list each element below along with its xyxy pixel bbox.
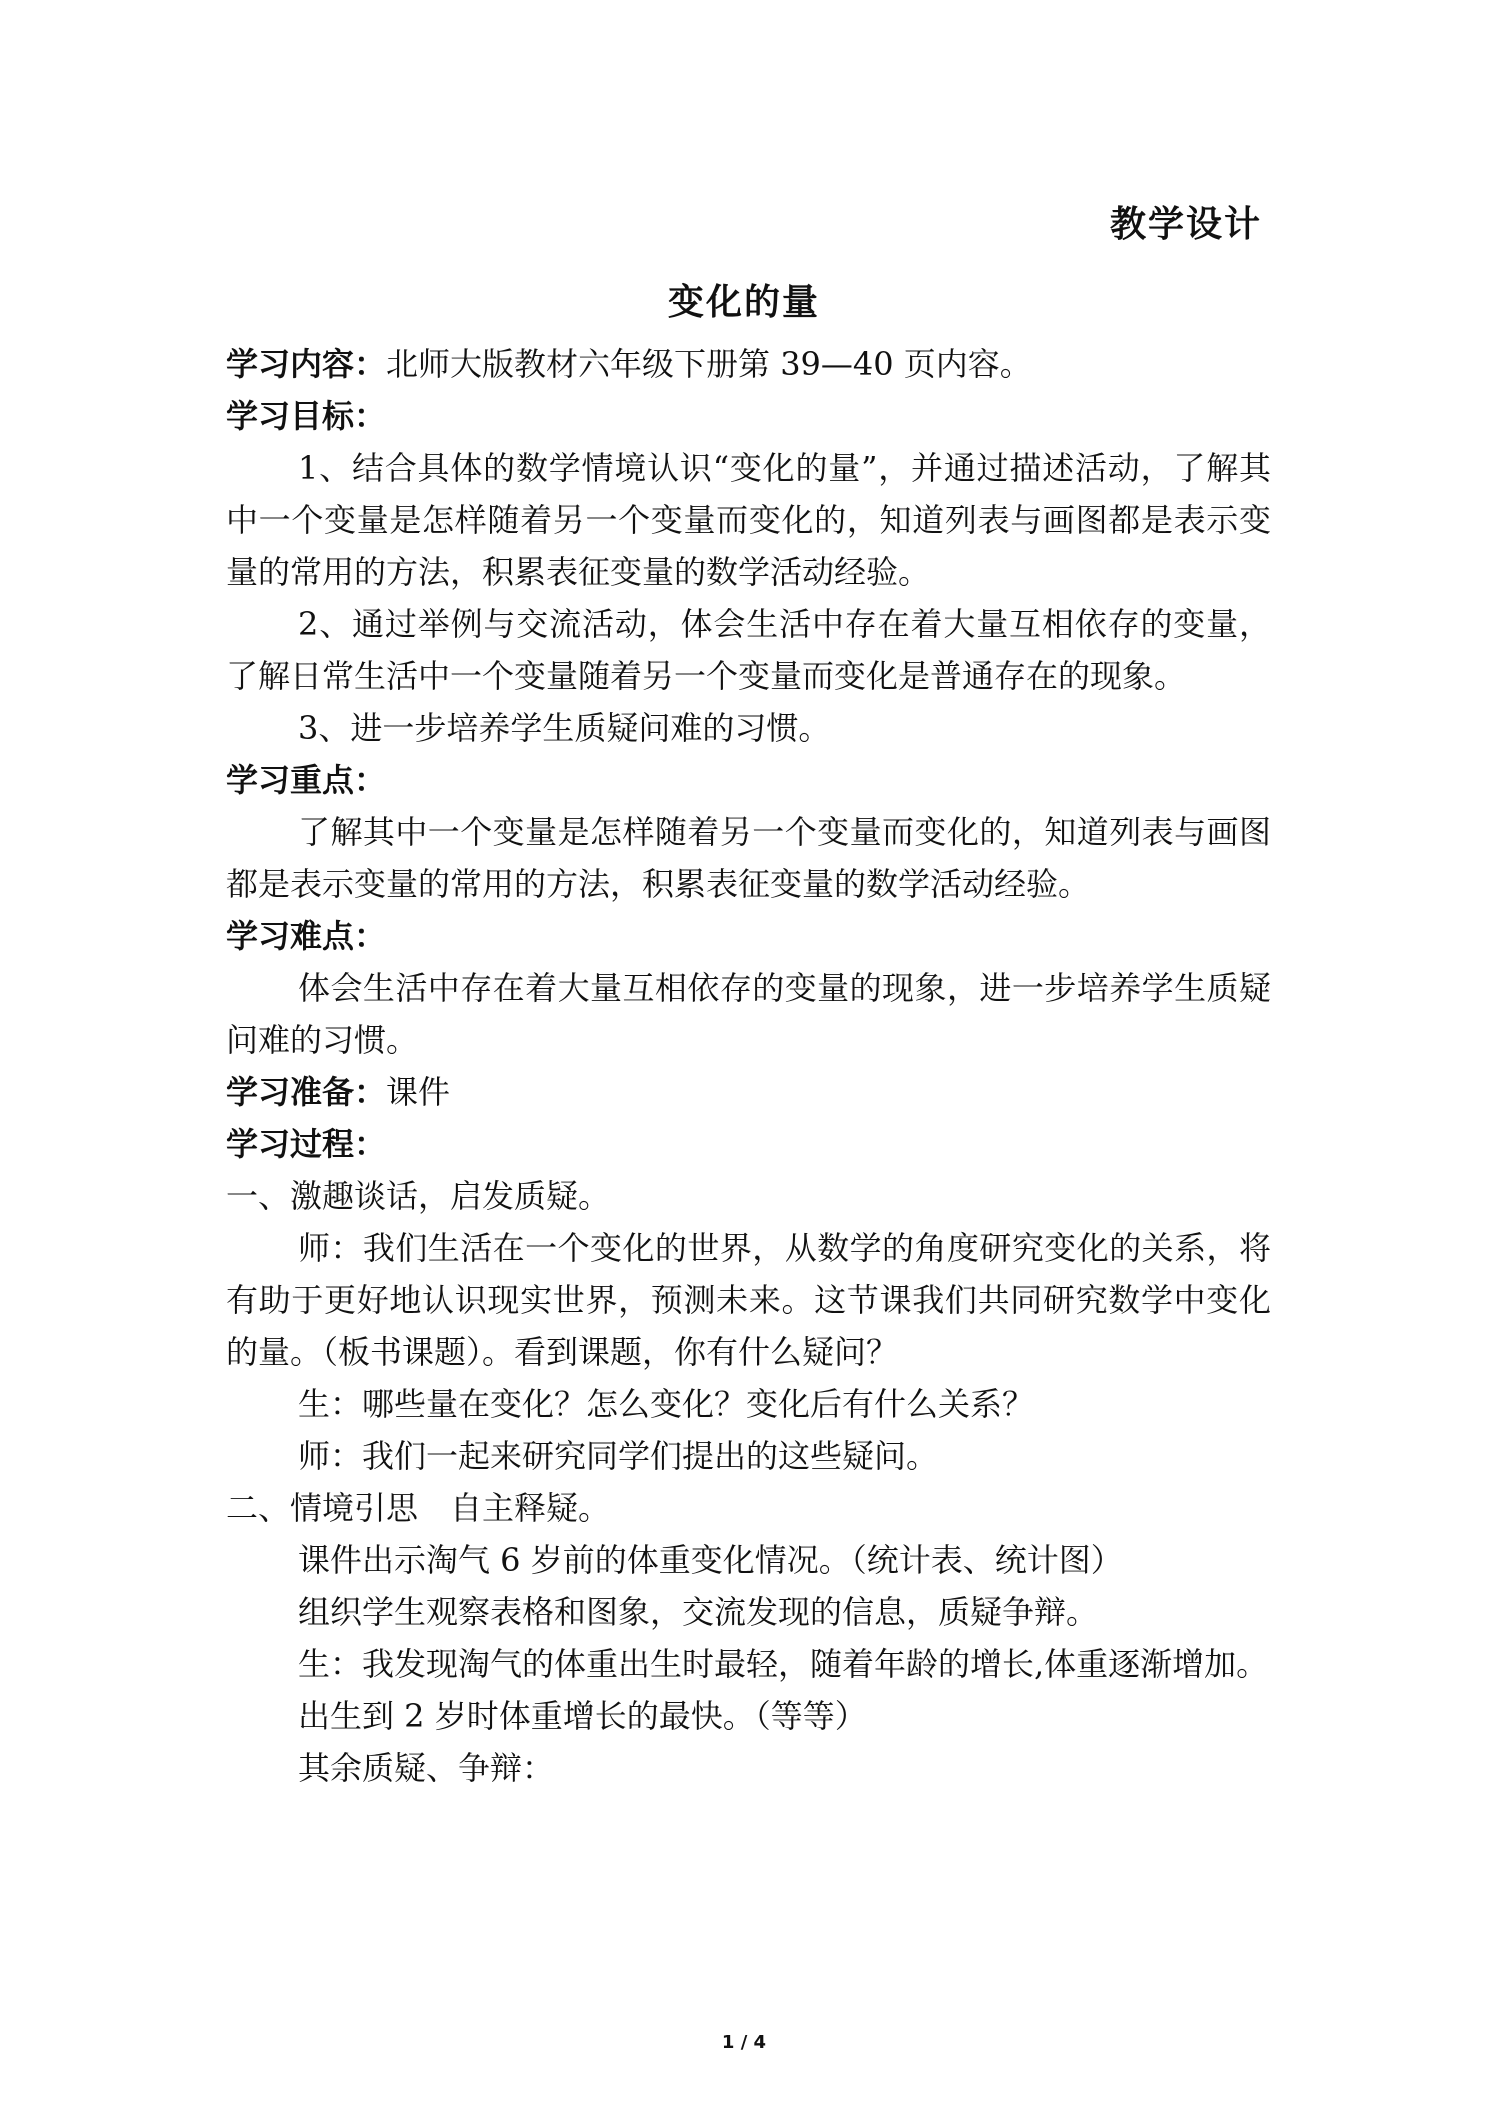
preparation-line xyxy=(226,1066,1271,1118)
objective-2: 2、通过举例与交流活动，体会生活中存在着大量互相依存的变量，了解日常生活中一个变量随着另一个变量而变化是普通存在的现象。 xyxy=(226,605,1271,695)
remaining-line: 其余质疑、争辩： xyxy=(298,1749,555,1787)
teacher-remark-2: 师：我们一起来研究同学们提出的这些疑问。 xyxy=(298,1437,939,1475)
student-remark-2: 生：我发现淘气的体重出生时最轻，随着年龄的增长,体重逐渐增加。 xyxy=(298,1645,1269,1683)
process-label: 学习过程： xyxy=(226,1125,387,1163)
page-number: 1 / 4 xyxy=(721,2032,767,2053)
objective-3: 3、进一步培养学生质疑问难的习惯。 xyxy=(298,709,831,747)
learning-content-line xyxy=(226,338,1271,390)
key-points-text: 了解其中一个变量是怎样随着另一个变量而变化的，知道列表与画图都是表示变量的常用的方法，积累表征变量的数学活动经验。 xyxy=(226,813,1271,903)
learning-content-label: 学习内容： xyxy=(226,345,387,383)
document-type-heading: 教学设计 xyxy=(1109,204,1262,245)
section-2-heading: 二、情境引思 自主释疑。 xyxy=(226,1489,611,1527)
preparation-label: 学习准备： xyxy=(226,1073,387,1111)
preparation-text: 课件 xyxy=(386,1073,451,1111)
section-1-heading: 一、激趣谈话，启发质疑。 xyxy=(226,1177,611,1215)
difficulties-text: 体会生活中存在着大量互相依存的变量的现象，进一步培养学生质疑问难的习惯。 xyxy=(226,969,1271,1059)
organize-line: 组织学生观察表格和图象，交流发现的信息，质疑争辩。 xyxy=(298,1593,1099,1631)
objectives-label: 学习目标： xyxy=(226,397,387,435)
student-remark-1: 生：哪些量在变化？怎么变化？变化后有什么关系？ xyxy=(298,1385,1035,1423)
learning-content-text: 北师大版教材六年级下册第 39—40 页内容。 xyxy=(386,345,1032,383)
student-remark-3: 出生到 2 岁时体重增长的最快。（等等） xyxy=(298,1697,867,1735)
document-body xyxy=(226,338,1271,1794)
difficulties-label: 学习难点： xyxy=(226,917,387,955)
teacher-remark-1: 师：我们生活在一个变化的世界，从数学的角度研究变化的关系，将有助于更好地认识现实世界，预测未来。这节课我们共同研究数学中变化的量。（板书课题）。看到课题，你有什么疑问？ xyxy=(226,1229,1271,1371)
key-points-label: 学习重点： xyxy=(226,761,387,799)
page-title: 变化的量 xyxy=(667,282,820,323)
courseware-line: 课件出示淘气 6 岁前的体重变化情况。（统计表、统计图） xyxy=(298,1541,1123,1579)
objective-1: 1、结合具体的数学情境认识“变化的量”，并通过描述活动，了解其中一个变量是怎样随着另一个变量而变化的，知道列表与画图都是表示变量的常用的方法，积累表征变量的数学活动经验。 xyxy=(226,449,1271,591)
